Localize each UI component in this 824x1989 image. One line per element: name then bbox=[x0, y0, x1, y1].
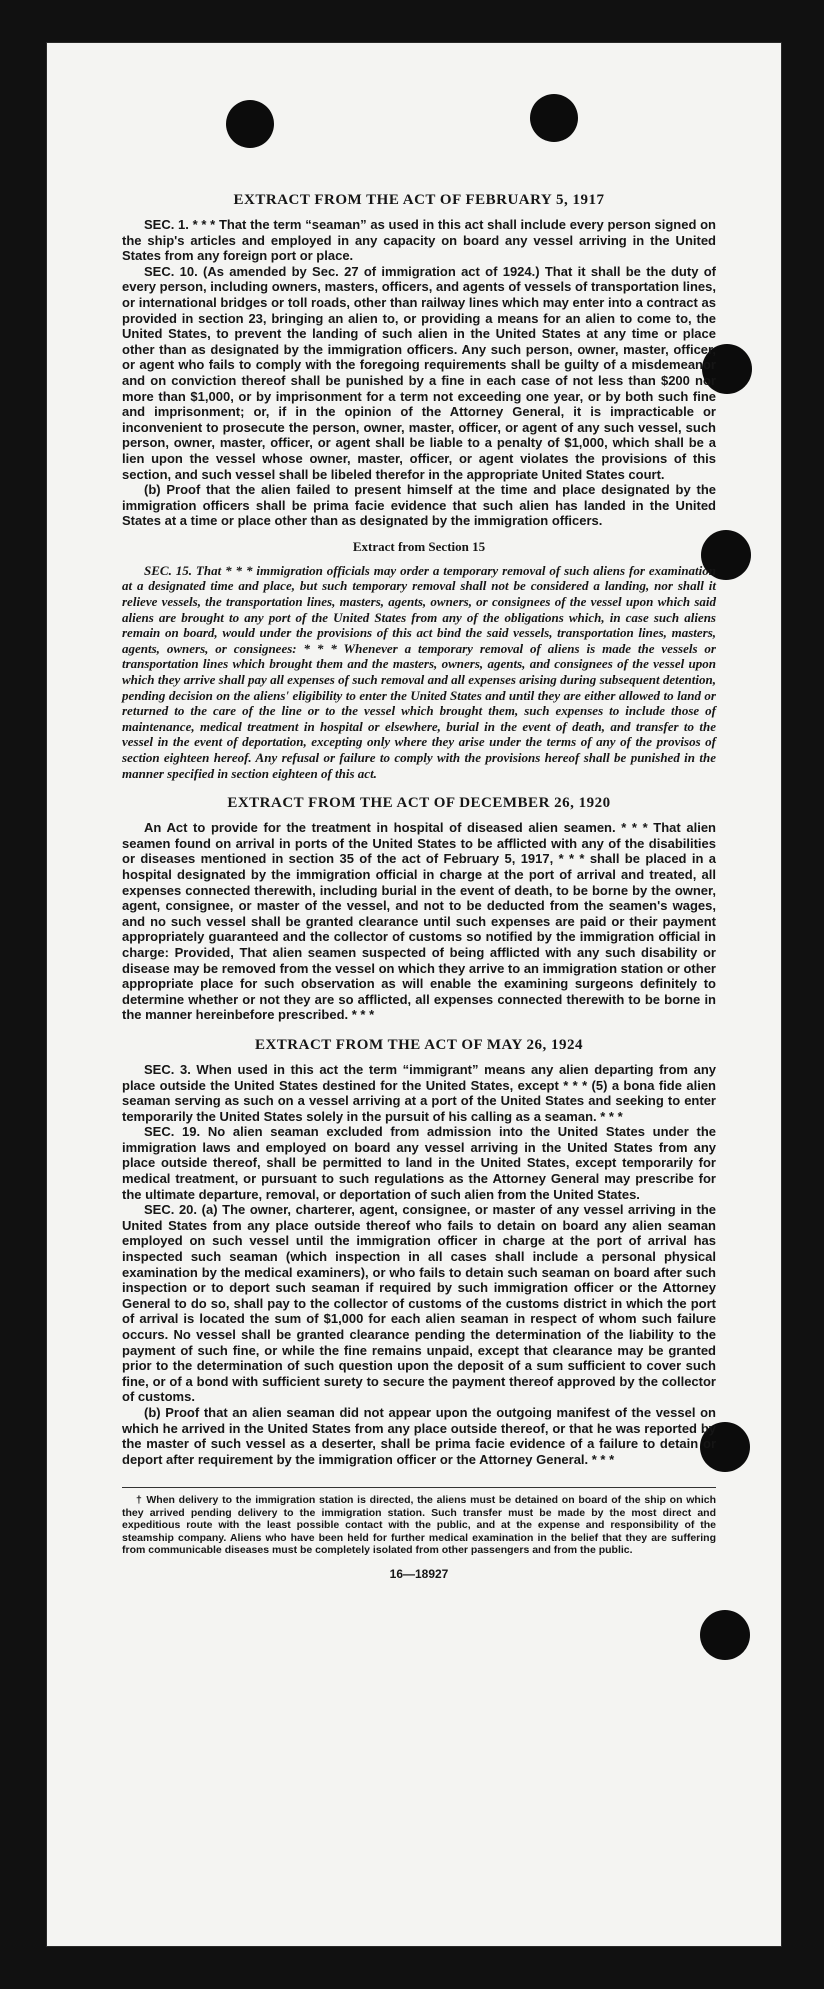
heading-section-15: Extract from Section 15 bbox=[352, 538, 486, 554]
punch-hole bbox=[226, 100, 274, 148]
section-3-text: SEC. 3. When used in this act the term “immigrant” means any alien departing from any place outside the United States destined for the United States, except * * * (5) a bona fide alien seaman serving as such on a vessel arriving at a port of the United States and seeking to enter temporarily the United States solely in the pursuit of his calling as a seaman. * * * bbox=[122, 1061, 716, 1124]
section-20a-text: SEC. 20. (a) The owner, charterer, agent, consignee, or master of any vessel arriving in the United States from any place outside thereof who fails to detain on board any alien seaman employed on such vessel until the immigration officer in charge at the port of arrival has inspected such seaman (which inspection in all cases shall include a personal physical examination by the medical examiners), or who fails to detain such seaman on board after such inspection or to deport such seaman if required by such immigration officer or the Attorney General to do so, shall pay to the collector of customs of the customs district in which the port of arrival is located the sum of $1,000 for each alien seaman in respect of whom such failure occurs. No vessel shall be granted clearance pending the determination of the liability to the payment of such fine, or while the fine remains unpaid, except that clearance may be granted prior to the determination of such question upon the deposit of a sum sufficient to cover such fine, or of a bond with sufficient surety to secure the payment thereof approved by the collector of customs. bbox=[122, 1202, 716, 1405]
section-15-text: SEC. 15. That * * * immigration officials may order a temporary removal of such aliens for examination at a designated time and place, but such temporary removal shall not be considered a landing, nor shall it relieve vessels, the transportation lines, masters, agents, owners, or consignees of the vessel upon which said aliens are brought to any port of the United States from any of the obligations which, in case such aliens remain on board, would under the provisions of this act bind the said vessels, transportation lines, masters, agents, owners, or consignees: * * * Whenever a temporary removal of aliens is made the vessels or transportation lines which brought them and the masters, owners, agents, and consignees of the vessel upon which they arrive shall pay all expenses of such removal and all expenses arising during subsequent detention, pending decision on the aliens' eligibility to enter the United States and until they are either allowed to land or returned to the care of the line or to the vessel which brought them, such expenses to include those of maintenance, medical treatment in hospital or elsewhere, burial in the event of death, and transfer to the vessel in the event of deportation, excepting only where they arise under the terms of any of the provisos of section eighteen hereof. Any refusal or failure to comply with the provisions hereof shall be punished in the manner specified in section eighteen of this act. bbox=[122, 562, 716, 781]
section-19-text: SEC. 19. No alien seaman excluded from admission into the United States under the immigration laws and employed on board any vessel arriving in the United States from any place outside thereof, shall be permitted to land in the United States, except temporarily for medical treatment, or pursuant to such regulations as the Attorney General may prescribe for the ultimate departure, removal, or deportation of such alien from the United States. bbox=[122, 1124, 716, 1202]
footnote-text: † When delivery to the immigration station is directed, the aliens must be detained on board of the ship on which they arrived pending delivery to the immigration station. Such transfer must be made by the most direct and expeditious route with the least possible contact with the public, and at the expense and responsibility of the steamship company. Aliens who have been held for further medical examination in the belief that they are suffering from communicable diseases must be completely isolated from other passengers and from the public. bbox=[122, 1494, 716, 1557]
act-1920-text: An Act to provide for the treatment in hospital of diseased alien seamen. * * * That alien seamen found on arrival in ports of the United States to be afflicted with any of the disabilities or diseases mentioned in section 35 of the act of February 5, 1917, * * * shall be placed in a hospital designated by the immigration official in charge at the port of arrival and treated, all expenses connected therewith, including burial in the event of death, to be borne by the owner, agent, consignee, or master of the vessel, and not to be deducted from the seamen's wages, and no such vessel shall be granted clearance until such expenses are paid or their payment appropriately guaranteed and the collector of customs so notified by the immigration official in charge: Provided, That alien seamen suspected of being afflicted with any such disability or disease may be removed from the vessel on which they arrive to an immigration station or other appropriate place for such observation as will enable the examining surgeons definitely to determine whether or not they are so afflicted, all expenses connected therewith to be borne in the manner hereinbefore prescribed. * * * bbox=[122, 820, 716, 1023]
section-20b-text: (b) Proof that an alien seaman did not appear upon the outgoing manifest of the vessel on which he arrived in the United States from any place outside thereof, or that he was reported by the master of such vessel as a deserter, shall be prima facie evidence of a failure to detain or deport after requirement by the immigration officer or the Attorney General. * * * bbox=[122, 1404, 716, 1467]
heading-act-1920: EXTRACT FROM THE ACT OF DECEMBER 26, 1920 bbox=[227, 795, 611, 812]
section-1-text: SEC. 1. * * * That the term “seaman” as used in this act shall include every person signed on the ship's articles and employed in any capacity on board any vessel arriving in the United States from any foreign port or place. bbox=[122, 217, 716, 264]
heading-act-1924: EXTRACT FROM THE ACT OF MAY 26, 1924 bbox=[254, 1036, 584, 1053]
document-body bbox=[122, 192, 716, 1581]
footnote-divider bbox=[122, 1487, 716, 1488]
section-10b-text: (b) Proof that the alien failed to present himself at the time and place designated by the immigration officers shall be prima facie evidence that such alien has landed in the United States at a time or place other than as designated by the immigration officers. bbox=[122, 482, 716, 529]
form-number: 16—18927 bbox=[389, 1566, 449, 1581]
section-10-text: SEC. 10. (As amended by Sec. 27 of immigration act of 1924.) That it shall be the duty of every person, including owners, masters, officers, and agents of vessels of transportation lines, or international bridges or toll roads, other than railway lines which may enter into a contract as provided in section 23, bringing an alien to, or providing a means for an alien to come to, the United States, to prevent the landing of such alien in the United States at any time or place other than as designated by the immigration officers. Any such person, owner, master, officer, or agent who fails to comply with the foregoing requirements shall be guilty of a misdemeanor and on conviction thereof shall be punished by a fine in each case of not less than $200 nor more than $1,000, or by imprisonment for a term not exceeding one year, or by both such fine and imprisonment; or, if in the opinion of the Attorney General, it is impracticable or inconvenient to prosecute the person, owner, master, officer, or agent of any such vessel, such person, owner, master, officer, or agent shall be liable to a penalty of $1,000, which shall be a lien upon the vessel whose owner, master, officer, or agent violates the provisions of this section, and such vessel shall be libeled therefor in the appropriate United States court. bbox=[122, 263, 716, 482]
heading-act-1917: EXTRACT FROM THE ACT OF FEBRUARY 5, 1917 bbox=[233, 192, 605, 208]
document-page bbox=[46, 42, 782, 1947]
punch-hole bbox=[700, 1610, 750, 1660]
punch-hole bbox=[530, 94, 578, 142]
